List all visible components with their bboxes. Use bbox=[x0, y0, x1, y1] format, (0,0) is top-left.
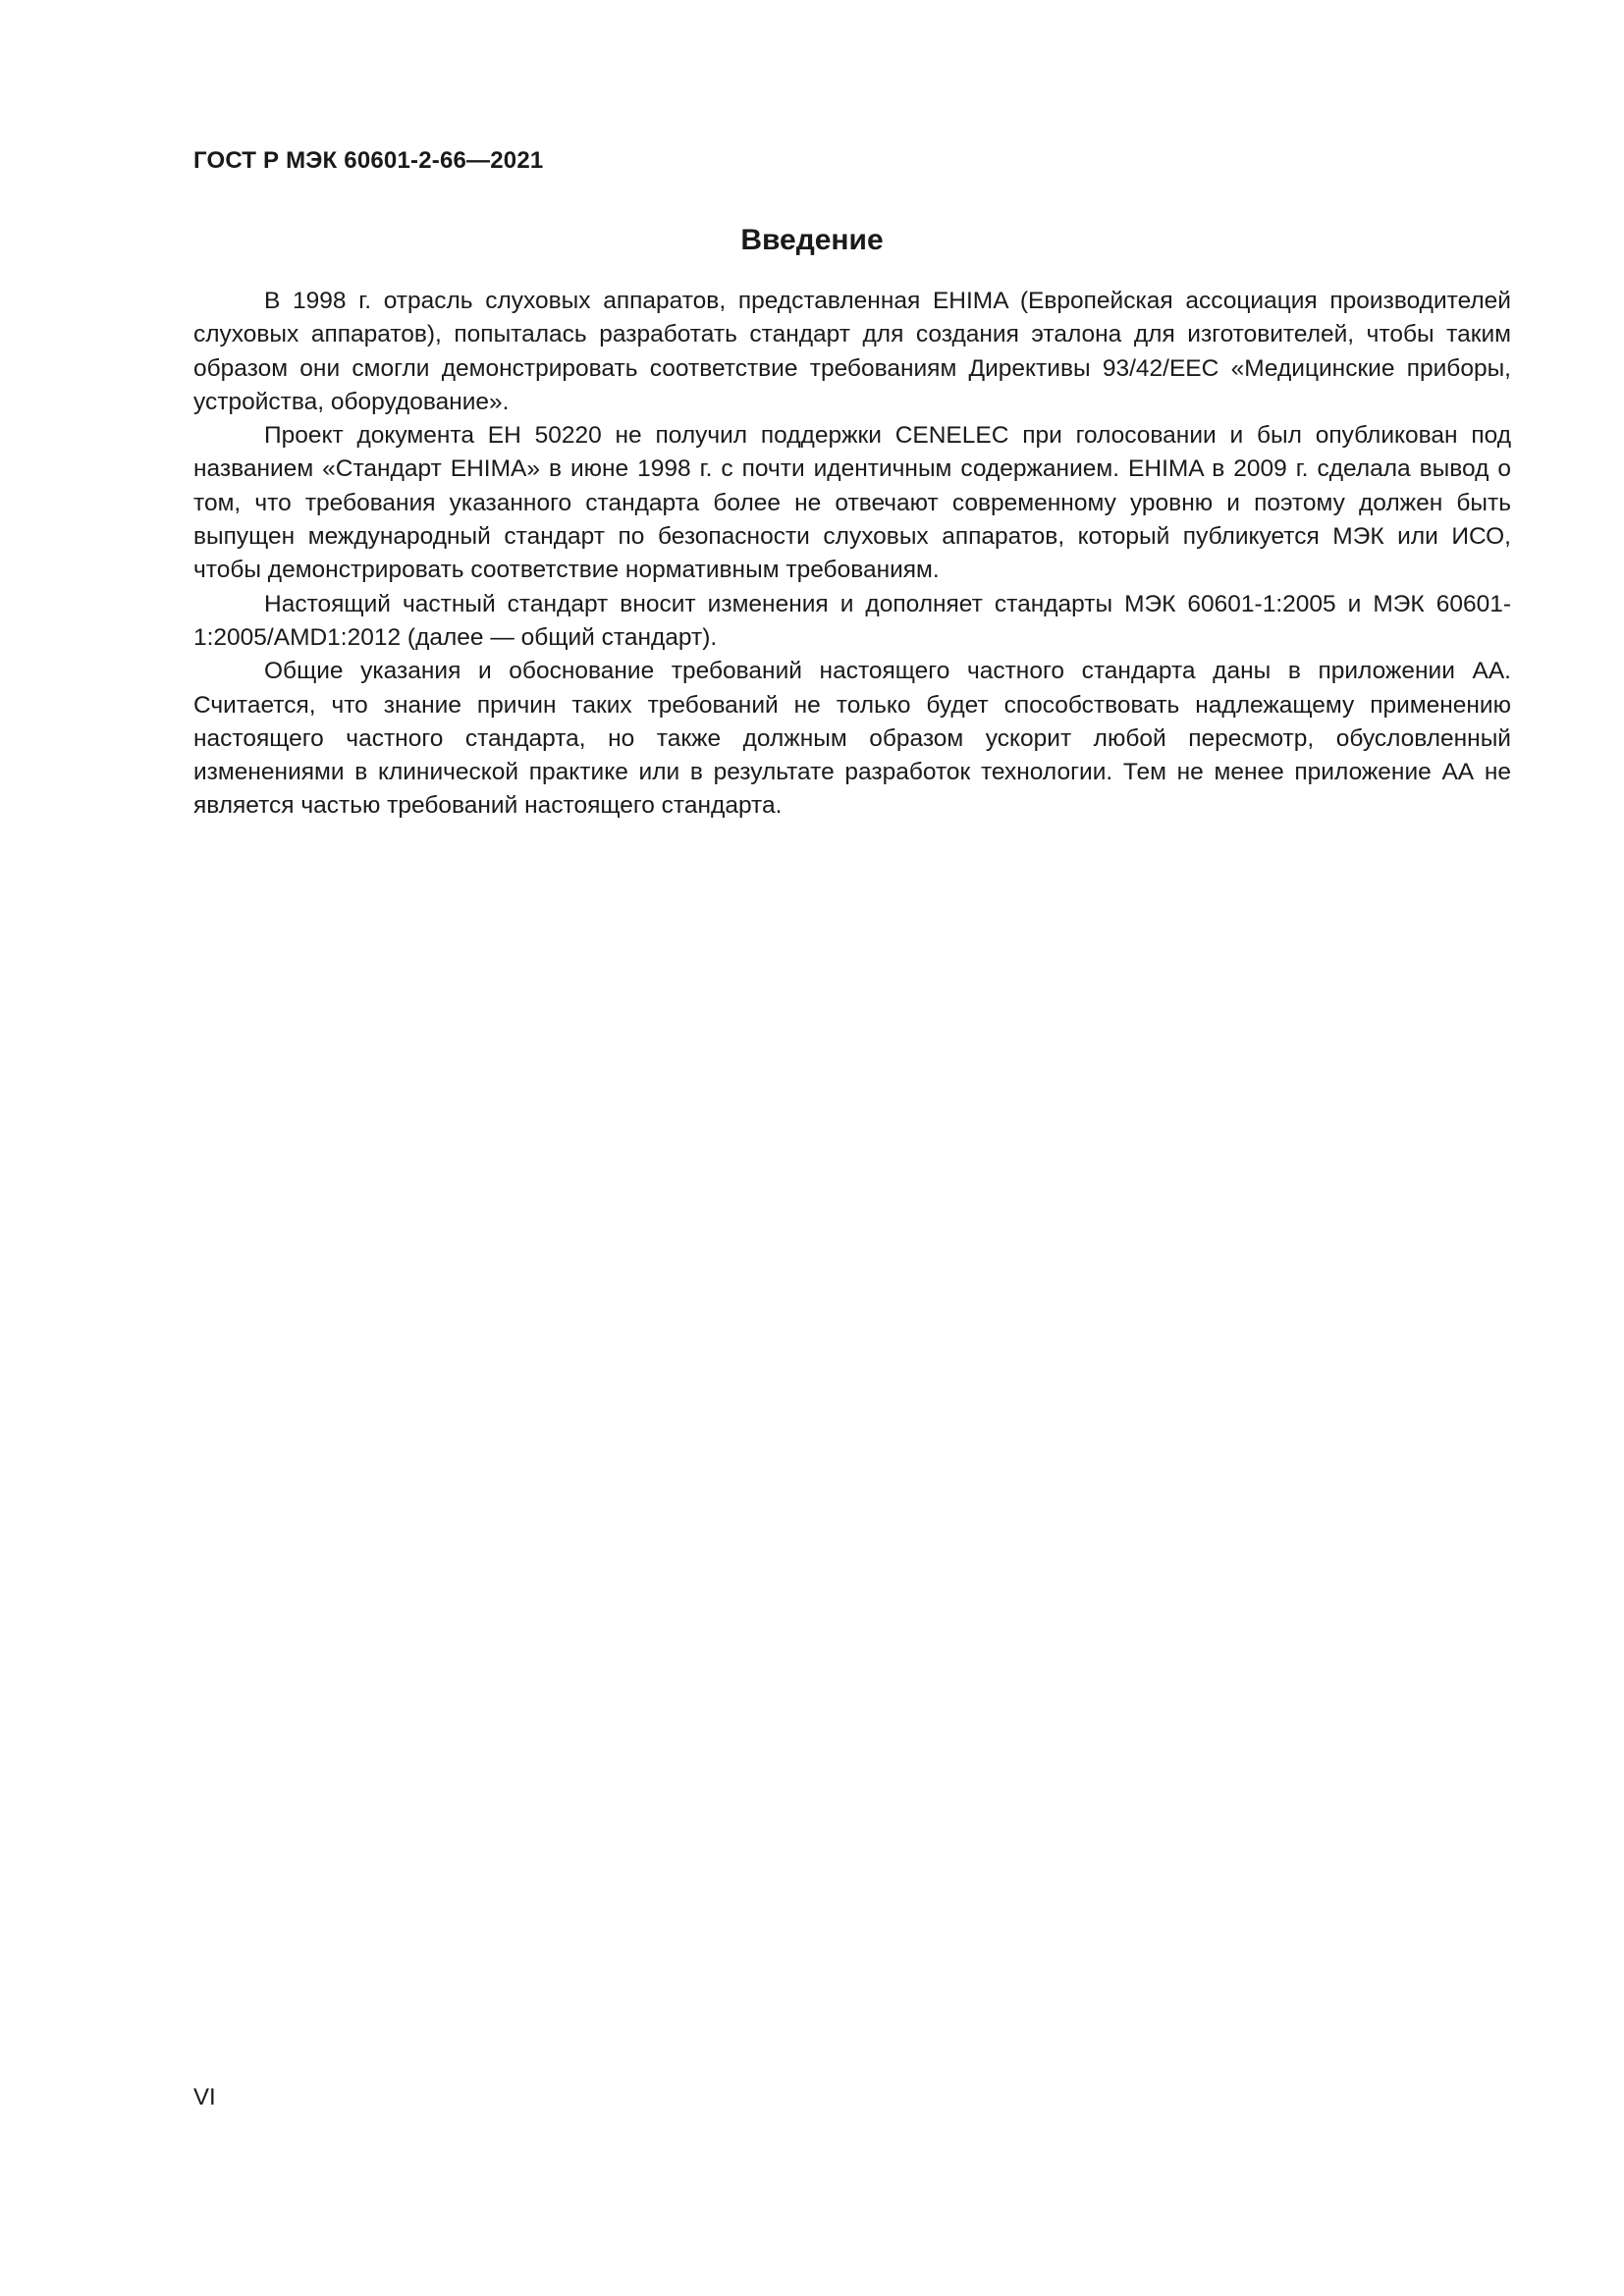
body-text bbox=[193, 285, 1511, 824]
document-code: ГОСТ Р МЭК 60601-2-66—2021 bbox=[193, 147, 544, 174]
paragraph: В 1998 г. отрасль слуховых аппаратов, представленная EHIMA (Европейская ассоциация производителей слуховых аппаратов), попыталась разработать стандарт для создания эталона для изготовителей, чтобы таким образом они смогли демонстрировать соответствие требованиям Директивы 93/42/EEC «Медицинские приборы, устройства, оборудование». bbox=[193, 288, 1511, 415]
paragraph: Настоящий частный стандарт вносит изменения и дополняет стандарты МЭК 60601-1:2005 и МЭК 60601-1:2005/AMD1:2012 (далее — общий стандарт). bbox=[193, 590, 1511, 651]
section-title: Введение bbox=[740, 224, 884, 256]
paragraph: Общие указания и обоснование требований настоящего частного стандарта даны в приложении АА. Считается, что знание причин таких требований не только будет способствовать надлежащему применению настоящего частного стандарта, но также должным образом ускорит любой пересмотр, обусловленный изменениями в клинической практике или в результате разработок технологии. Тем не менее приложение АА не является частью требований настоящего стандарта. bbox=[193, 658, 1511, 820]
paragraph: Проект документа ЕН 50220 не получил поддержки CENELEC при голосовании и был опубликован под названием «Стандарт EHIMA» в июне 1998 г. с почти идентичным содержанием. EHIMA в 2009 г. сделала вывод о том, что требования указанного стандарта более не отвечают современному уровню и поэтому должен быть выпущен международный стандарт по безопасности слуховых аппаратов, который публикуется МЭК или ИСО, чтобы демонстрировать соответствие нормативным требованиям. bbox=[193, 422, 1511, 584]
page-number: VI bbox=[193, 2084, 216, 2110]
